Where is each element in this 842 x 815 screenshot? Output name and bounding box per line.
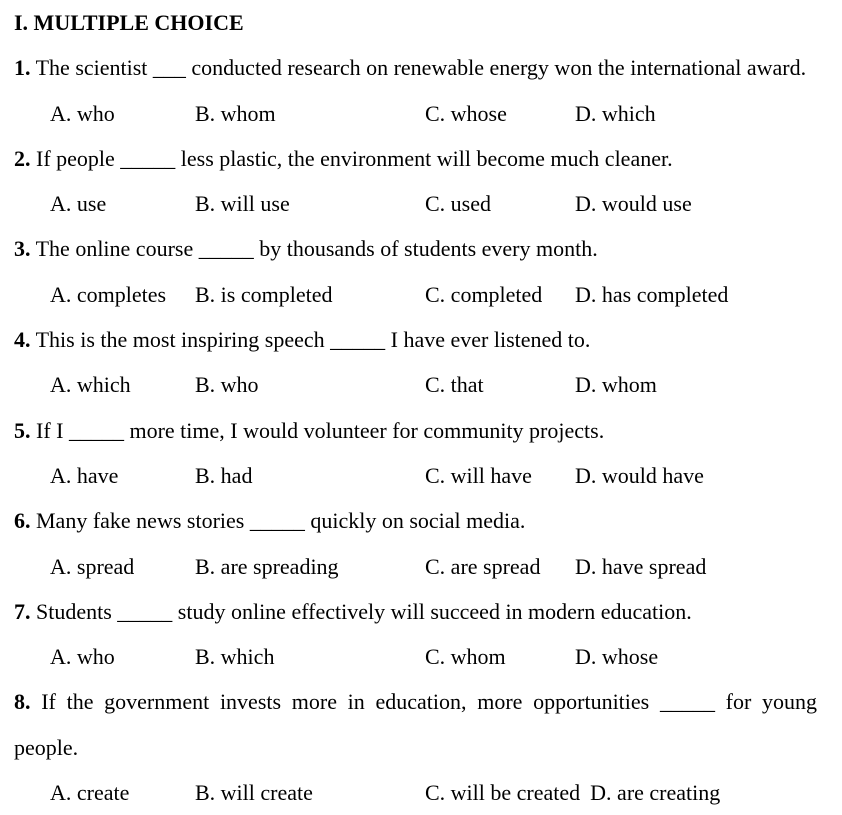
question-block	[14, 408, 817, 499]
option-b: B. who	[195, 372, 259, 398]
question-sentence: This is the most inspiring speech _____ I have ever listened to.	[35, 327, 591, 353]
options-row	[14, 272, 817, 317]
option-c: C. whom	[425, 644, 506, 670]
question-text-continuation: people.	[14, 734, 79, 760]
option-d: D. would have	[575, 462, 704, 488]
question-number: 7.	[14, 598, 31, 624]
question-block	[14, 136, 817, 227]
question-number: 2.	[14, 145, 31, 171]
options-row	[14, 181, 817, 226]
question-text-line	[14, 136, 817, 181]
option-a: A. which	[50, 372, 131, 398]
question-text-line	[14, 317, 817, 362]
option-c: C. whose	[425, 100, 507, 126]
option-b: B. are spreading	[195, 553, 339, 579]
question-sentence: The online course _____ by thousands of students every month.	[35, 236, 598, 262]
question-number: 4.	[14, 327, 31, 353]
option-c: C. are spread	[425, 553, 541, 579]
option-d: D. has completed	[575, 281, 729, 307]
option-d: D. are creating	[590, 780, 721, 806]
options-row	[14, 453, 817, 498]
option-a: A. create	[50, 780, 130, 806]
option-b: B. had	[195, 462, 253, 488]
question-number: 8.	[14, 689, 31, 715]
option-d: D. whose	[575, 644, 659, 670]
option-c: C. that	[425, 372, 484, 398]
question-text-line	[14, 589, 817, 634]
options-row	[14, 362, 817, 407]
options-row	[14, 544, 817, 589]
option-a: A. completes	[50, 281, 167, 307]
options-row	[14, 770, 817, 815]
question-block	[14, 679, 817, 815]
option-a: A. have	[50, 462, 119, 488]
question-text-line	[14, 408, 817, 453]
option-b: B. is completed	[195, 281, 333, 307]
options-row	[14, 91, 817, 136]
option-a: A. use	[50, 191, 107, 217]
option-b: B. will use	[195, 191, 290, 217]
option-b: B. whom	[195, 100, 276, 126]
question-block	[14, 226, 817, 317]
options-row	[14, 634, 817, 679]
section-heading: I. MULTIPLE CHOICE	[14, 10, 244, 35]
option-d: D. whom	[575, 372, 657, 398]
option-c: C. will have	[425, 462, 532, 488]
option-a: A. who	[50, 644, 115, 670]
option-d: D. have spread	[575, 553, 707, 579]
question-sentence: Students _____ study online effectively will succeed in modern education.	[36, 598, 692, 624]
question-number: 1.	[14, 55, 31, 81]
question-sentence: If I _____ more time, I would volunteer for community projects.	[36, 417, 605, 443]
question-text-line	[14, 226, 817, 271]
option-a: A. spread	[50, 553, 135, 579]
question-sentence: If people _____ less plastic, the environment will become much cleaner.	[36, 145, 673, 171]
question-sentence: The scientist ___ conducted research on renewable energy won the international award.	[35, 55, 807, 81]
question-sentence: Many fake news stories _____ quickly on social media.	[36, 508, 526, 534]
option-d: D. would use	[575, 191, 692, 217]
question-text-line	[14, 679, 817, 724]
question-number: 3.	[14, 236, 31, 262]
option-c: C. will be created	[425, 780, 581, 806]
question-block	[14, 589, 817, 680]
option-c: C. completed	[425, 281, 543, 307]
option-b: B. which	[195, 644, 275, 670]
question-sentence: If the government invests more in education, more opportunities _____ for young	[41, 689, 818, 715]
question-block	[14, 498, 817, 589]
question-text-line	[14, 45, 817, 90]
option-a: A. who	[50, 100, 115, 126]
questions-list	[14, 45, 817, 815]
option-d: D. which	[575, 100, 656, 126]
question-number: 5.	[14, 417, 31, 443]
question-text-line	[14, 498, 817, 543]
option-b: B. will create	[195, 780, 313, 806]
question-number: 6.	[14, 508, 31, 534]
option-c: C. used	[425, 191, 491, 217]
question-block	[14, 317, 817, 408]
question-block	[14, 45, 817, 136]
